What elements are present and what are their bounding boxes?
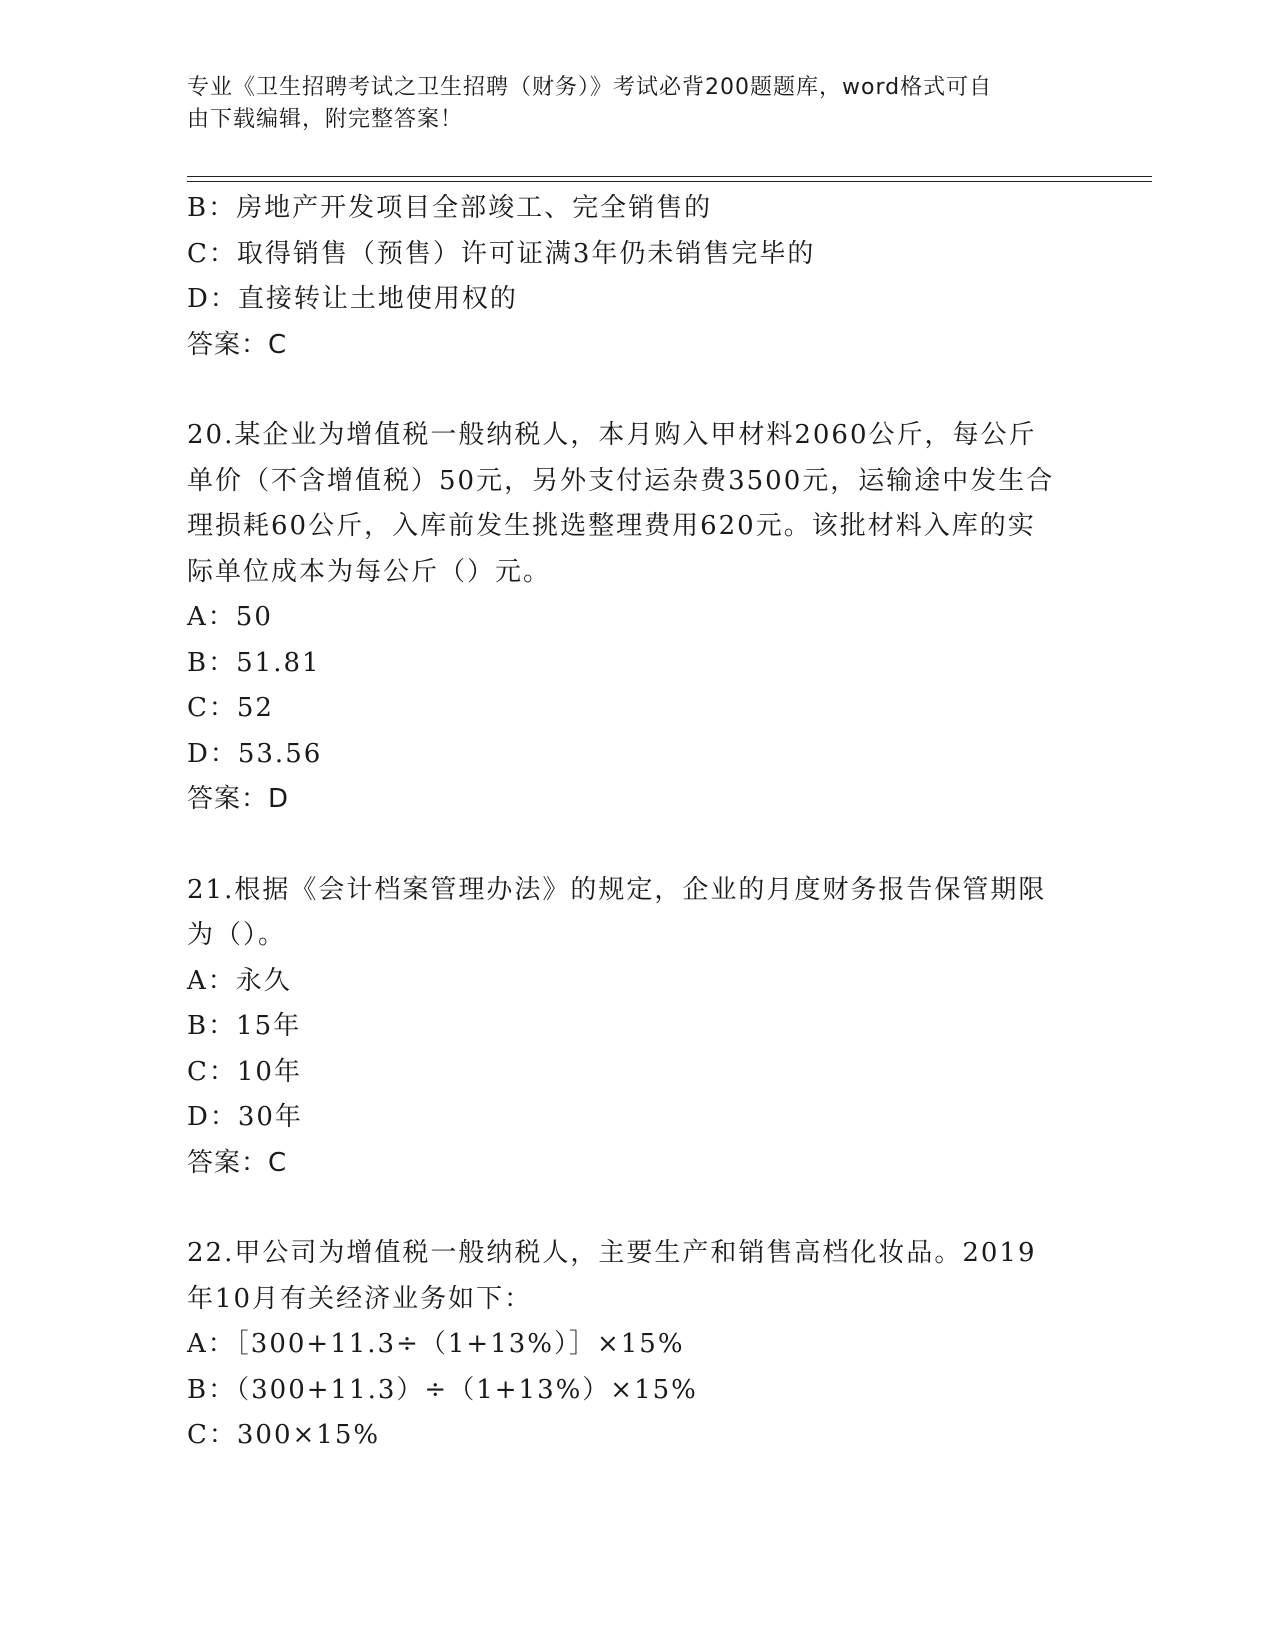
- page-header: [187, 72, 1067, 136]
- question-20: [187, 413, 1087, 823]
- question-stem: [187, 1231, 1087, 1322]
- question-19-continued: [187, 186, 1087, 368]
- question-22: [187, 1231, 1087, 1459]
- stem-line: 单价（不含增值税）50元，另外支付运杂费3500元，运输途中发生合: [187, 465, 1055, 496]
- option-c: C：52: [187, 693, 274, 723]
- stem-line: 22.甲公司为增值税一般纳税人，主要生产和销售高档化妆品。2019: [187, 1238, 1037, 1268]
- question-stem: [187, 868, 1087, 959]
- stem-line: 际单位成本为每公斤（）元。: [187, 556, 552, 587]
- stem-line: 21.根据《会计档案管理办法》的规定，企业的月度财务报告保管期限: [187, 874, 1047, 905]
- header-line-1: 专业《卫生招聘考试之卫生招聘（财务）》考试必背200题题库，word格式可自: [187, 75, 993, 100]
- option-d: D：30年: [187, 1102, 303, 1132]
- header-divider-top: [187, 176, 1152, 177]
- option-a: A：永久: [187, 965, 292, 996]
- stem-line: 20.某企业为增值税一般纳税人，本月购入甲材料2060公斤，每公斤: [187, 420, 1037, 450]
- header-divider-bottom: [187, 181, 1152, 182]
- option-b: B：51.81: [187, 647, 321, 678]
- spacer: [187, 1186, 1087, 1231]
- option-b: B：15年: [187, 1011, 302, 1041]
- option-b: B：（300+11.3）÷（1+13%）×15%: [187, 1374, 698, 1405]
- answer-line: 答案：C: [187, 1147, 288, 1178]
- option-c: C：取得销售（预售）许可证满3年仍未销售完毕的: [187, 238, 816, 269]
- option-b: B：房地产开发项目全部竣工、完全销售的: [187, 193, 713, 223]
- spacer: [187, 823, 1087, 868]
- spacer: [187, 368, 1087, 413]
- answer-line: 答案：C: [187, 329, 288, 360]
- header-line-2: 由下载编辑，附完整答案！: [187, 107, 464, 132]
- question-stem: [187, 413, 1087, 595]
- question-21: [187, 868, 1087, 1187]
- stem-line: 为（）。: [187, 920, 287, 950]
- answer-line: 答案：D: [187, 784, 290, 814]
- stem-line: 理损耗60公斤，入库前发生挑选整理费用620元。该批材料入库的实: [187, 511, 1036, 541]
- option-c: C：300×15%: [187, 1420, 381, 1450]
- option-d: D：53.56: [187, 738, 323, 769]
- option-a: A：50: [187, 602, 273, 632]
- stem-line: 年10月有关经济业务如下：: [187, 1283, 533, 1314]
- option-c: C：10年: [187, 1056, 302, 1087]
- option-a: A：［300+11.3÷（1+13%）］×15%: [187, 1329, 685, 1359]
- question-content: [187, 186, 1087, 1459]
- option-d: D：直接转让土地使用权的: [187, 284, 518, 314]
